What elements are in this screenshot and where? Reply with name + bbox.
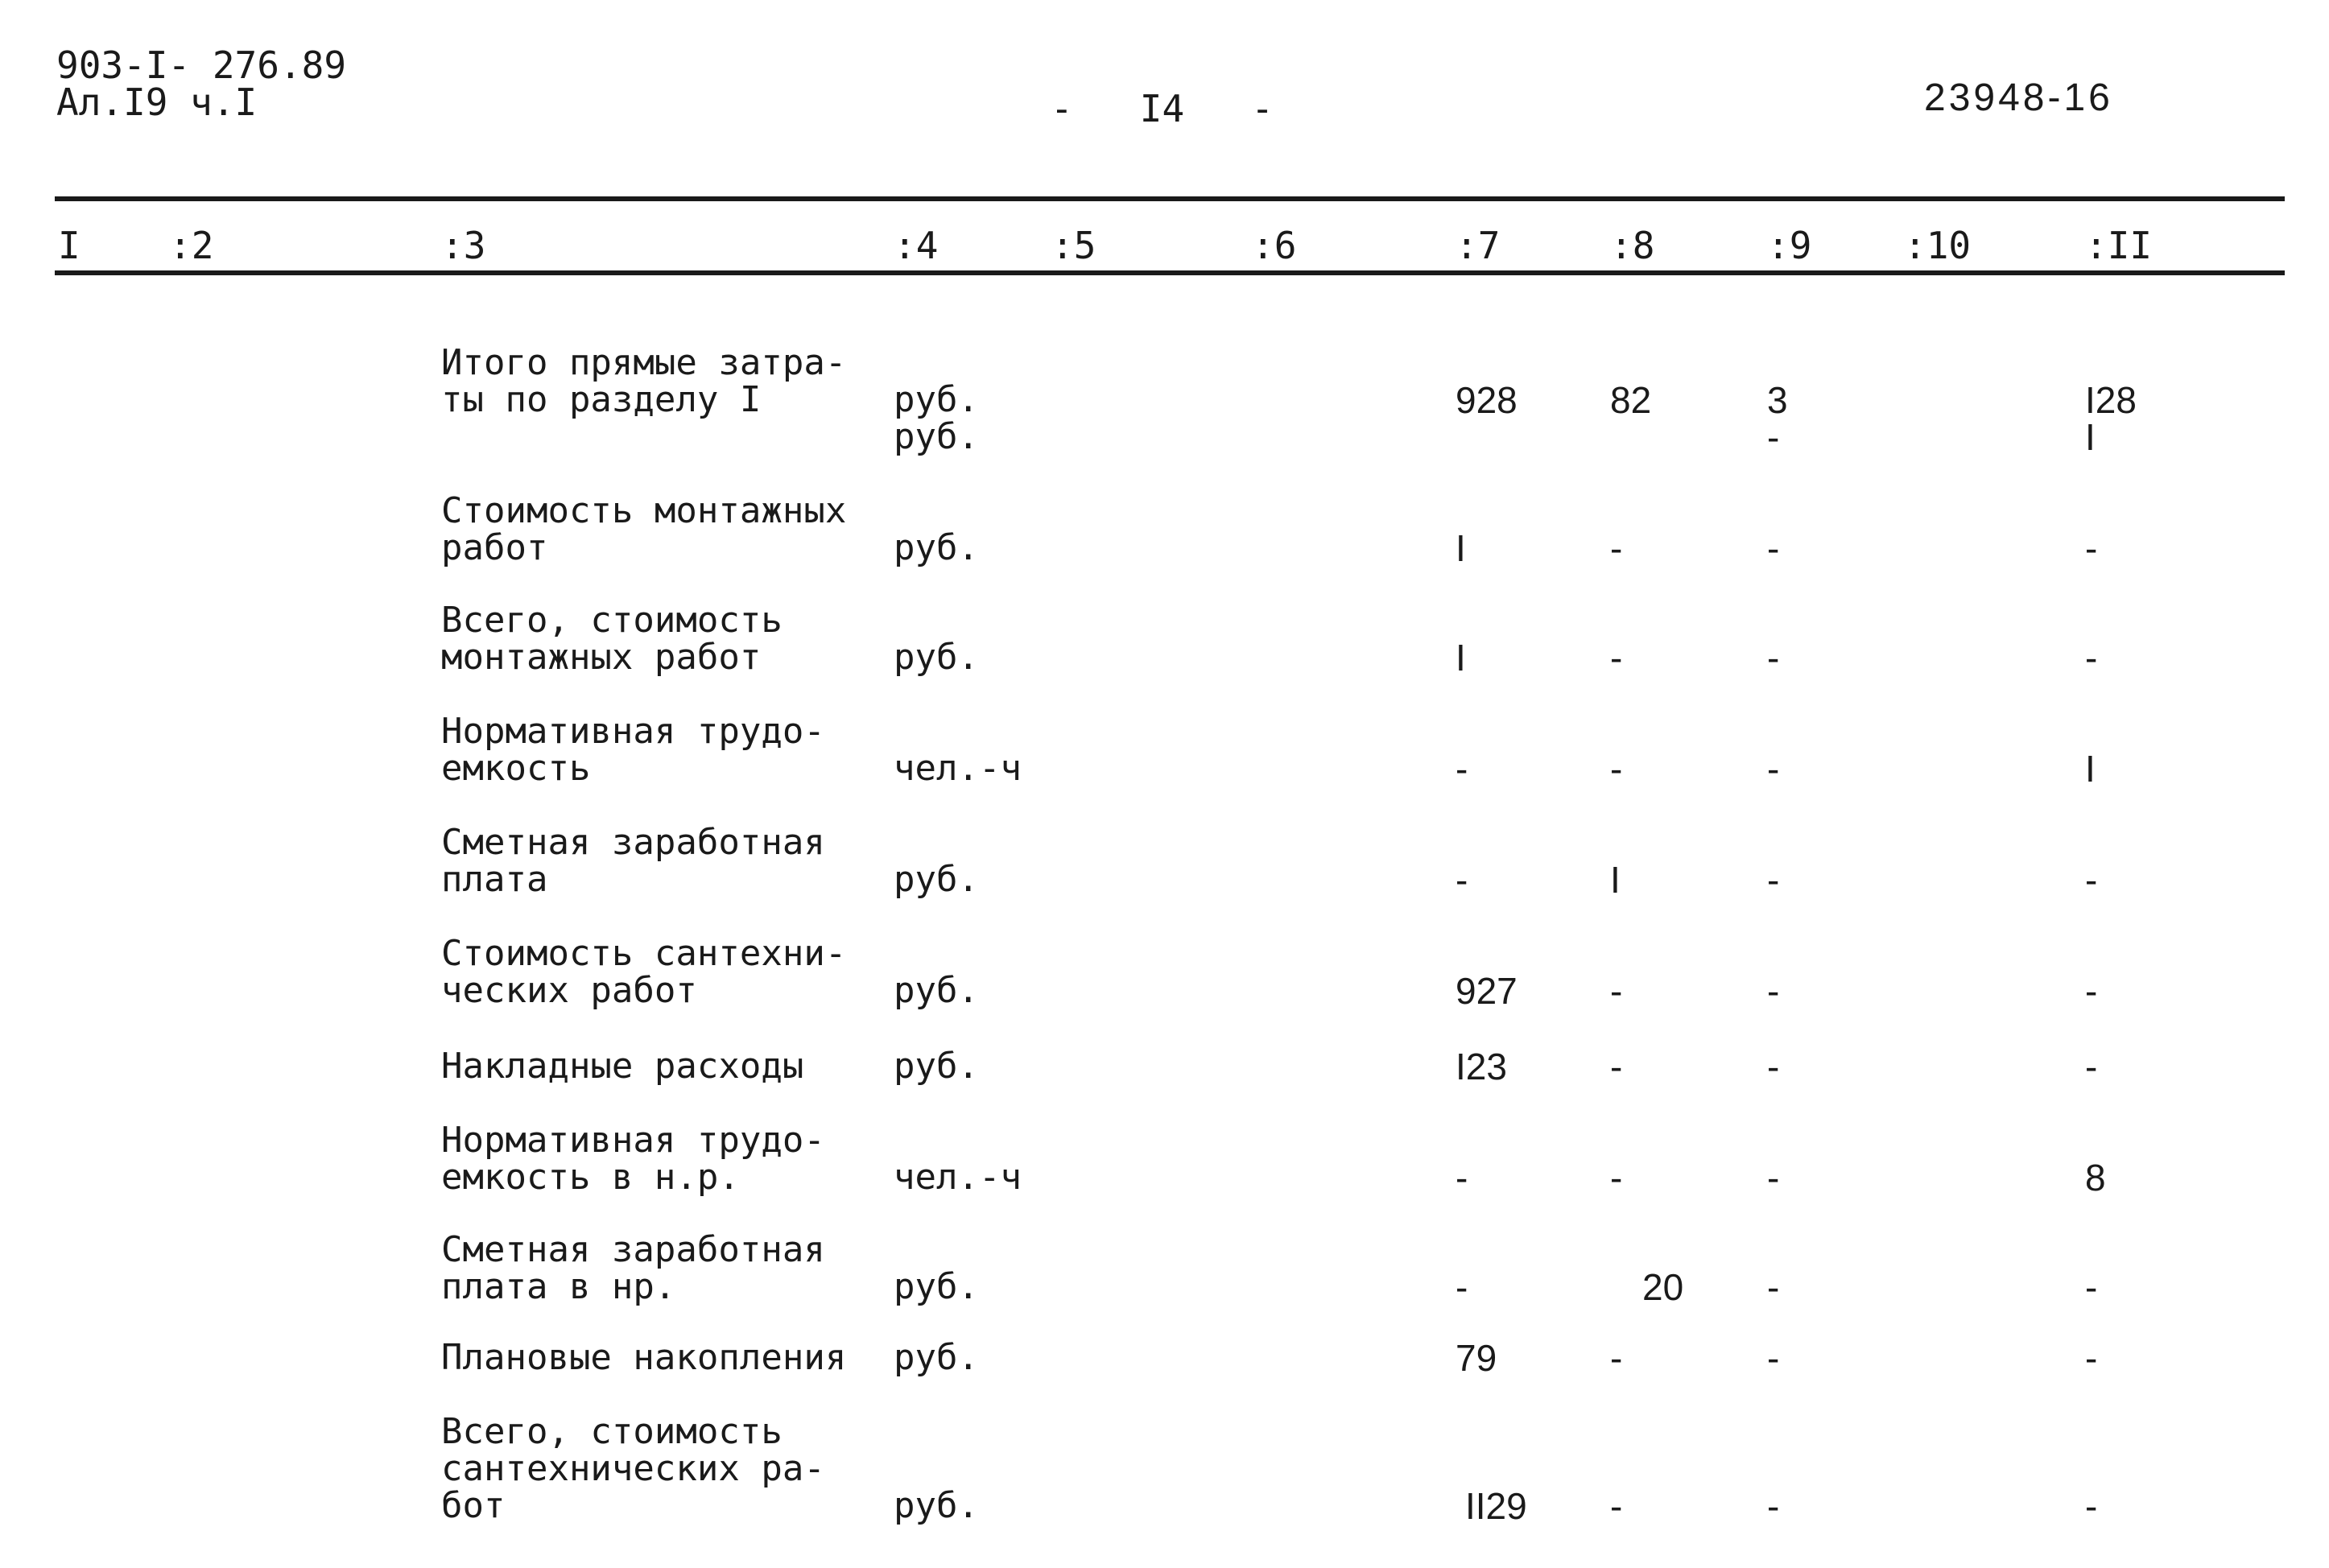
- row-col11: I: [2085, 748, 2096, 790]
- row-unit: руб.: [894, 637, 979, 678]
- row-description: Нормативная трудо- емкость: [441, 711, 825, 789]
- archive-number: 23948-16: [1924, 76, 2113, 119]
- row-col7: -: [1456, 748, 1468, 790]
- row-unit: руб.: [894, 527, 979, 568]
- row-description: Всего, стоимость монтажных работ: [441, 600, 783, 678]
- row-col8: 20: [1642, 1266, 1684, 1308]
- row-col9: -: [1767, 859, 1780, 901]
- row-col11: -: [2085, 527, 2098, 569]
- doc-code-line2: Ал.I9 ч.I: [56, 80, 258, 124]
- row-description: Сметная заработная плата: [441, 822, 825, 900]
- row-col7: I: [1456, 637, 1466, 679]
- column-header-3: :3: [441, 224, 486, 267]
- row-col8: I: [1610, 859, 1621, 901]
- row-col7: I23: [1456, 1046, 1507, 1087]
- row-col9: -: [1767, 1485, 1780, 1527]
- row-col8: -: [1610, 1157, 1623, 1199]
- row-col7: 928: [1456, 379, 1518, 421]
- row-col9: -: [1767, 970, 1780, 1012]
- column-header-10: :10: [1904, 224, 1972, 267]
- table-top-rule: [55, 196, 2285, 201]
- column-header-7: :7: [1456, 224, 1501, 267]
- row-unit: руб.: [894, 1046, 979, 1087]
- table-header-rule: [55, 270, 2285, 275]
- row-description: Плановые накопления: [441, 1337, 847, 1378]
- column-header-8: :8: [1610, 224, 1655, 267]
- row-col9: -: [1767, 748, 1780, 790]
- row-unit: чел.-ч: [894, 748, 1022, 789]
- column-header-1: I: [58, 224, 81, 267]
- row-col7: -: [1456, 1157, 1468, 1199]
- row-unit: руб.: [894, 970, 979, 1011]
- row-description: Сметная заработная плата в нр.: [441, 1229, 825, 1307]
- row-unit: руб. руб.: [894, 379, 979, 457]
- row-description: Итого прямые затра- ты по разделу I: [441, 342, 847, 420]
- column-header-4: :4: [894, 224, 939, 267]
- column-header-2: :2: [169, 224, 214, 267]
- row-description: Всего, стоимость сантехнических ра- бот: [441, 1411, 825, 1526]
- row-col9: 3 -: [1767, 379, 1788, 458]
- row-col8: -: [1610, 970, 1623, 1012]
- row-col7: I: [1456, 527, 1466, 569]
- row-col8: -: [1610, 748, 1623, 790]
- row-unit: руб.: [894, 1337, 979, 1378]
- column-header-6: :6: [1252, 224, 1297, 267]
- row-unit: руб.: [894, 1266, 979, 1307]
- row-description: Накладные расходы: [441, 1046, 804, 1087]
- row-col9: -: [1767, 1266, 1780, 1308]
- row-col11: I28 I: [2085, 379, 2137, 458]
- row-col7: -: [1456, 859, 1468, 901]
- row-description: Нормативная трудо- емкость в н.р.: [441, 1120, 825, 1198]
- row-col9: -: [1767, 527, 1780, 569]
- row-description: Стоимость сантехни- ческих работ: [441, 933, 847, 1011]
- row-col8: -: [1610, 1485, 1623, 1527]
- row-unit: руб.: [894, 859, 979, 900]
- row-col11: 8: [2085, 1157, 2106, 1199]
- doc-code-line1: 903-I- 276.89: [56, 43, 347, 87]
- column-header-9: :9: [1767, 224, 1812, 267]
- row-col11: -: [2085, 859, 2098, 901]
- row-unit: чел.-ч: [894, 1157, 1022, 1198]
- row-col8: -: [1610, 1046, 1623, 1087]
- row-col8: 82: [1610, 379, 1652, 421]
- column-header-5: :5: [1051, 224, 1096, 267]
- row-col11: -: [2085, 970, 2098, 1012]
- page-number: - I4 -: [1051, 87, 1274, 130]
- row-col9: -: [1767, 1337, 1780, 1379]
- row-col11: -: [2085, 1266, 2098, 1308]
- row-col11: -: [2085, 1485, 2098, 1527]
- row-col7: -: [1456, 1266, 1468, 1308]
- row-col11: -: [2085, 637, 2098, 679]
- row-col8: -: [1610, 1337, 1623, 1379]
- row-col9: -: [1767, 637, 1780, 679]
- row-col7: II29: [1465, 1485, 1527, 1527]
- row-col8: -: [1610, 637, 1623, 679]
- row-col7: 79: [1456, 1337, 1497, 1379]
- row-col11: -: [2085, 1046, 2098, 1087]
- row-col7: 927: [1456, 970, 1518, 1012]
- row-col9: -: [1767, 1157, 1780, 1199]
- row-col11: -: [2085, 1337, 2098, 1379]
- row-description: Стоимость монтажных работ: [441, 490, 847, 568]
- row-col8: -: [1610, 527, 1623, 569]
- row-unit: руб.: [894, 1485, 979, 1526]
- row-col9: -: [1767, 1046, 1780, 1087]
- column-header-11: :II: [2085, 224, 2153, 267]
